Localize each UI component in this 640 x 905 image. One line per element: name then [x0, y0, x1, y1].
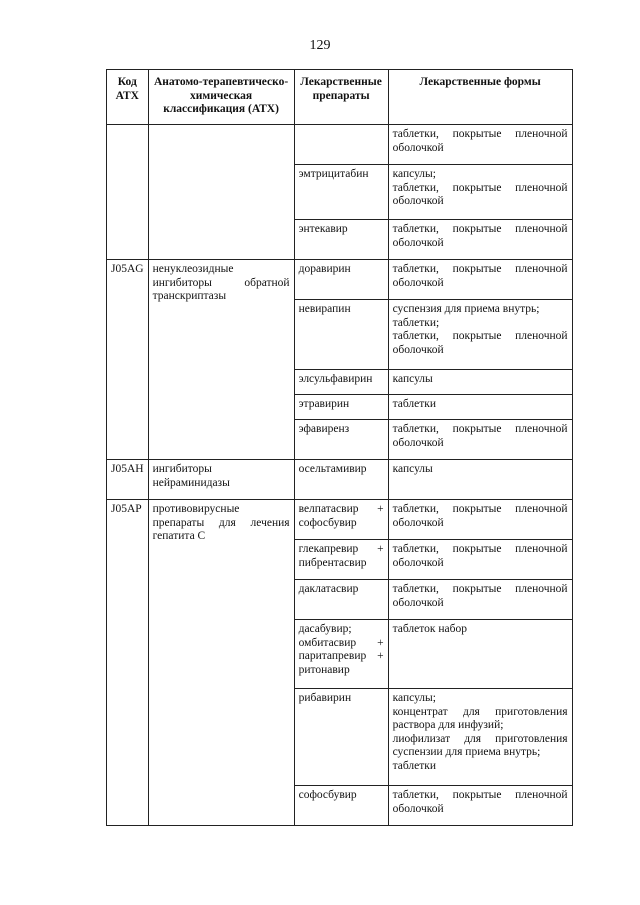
- form-line: таблетки: [392, 759, 437, 772]
- form-line: таблетки, покрытые пленочной: [392, 181, 568, 194]
- form-line: капсулы;: [392, 168, 436, 180]
- drug-name: паритапревир +: [298, 650, 384, 662]
- table-row: [107, 500, 573, 540]
- drug-name: элсульфавирин: [298, 373, 373, 385]
- drug-cell: [294, 689, 388, 786]
- form-line: таблеток набор: [392, 623, 467, 635]
- drug-name: ритонавир: [298, 663, 350, 676]
- atx-table: [106, 69, 573, 826]
- drug-name: невирапин: [298, 303, 351, 315]
- table-header-row: [107, 70, 573, 125]
- form-line: капсулы: [392, 463, 433, 475]
- drug-cell: [294, 580, 388, 620]
- header-forms: Лекарственные формы: [388, 70, 572, 125]
- classification-cell: [148, 500, 294, 826]
- form-line: оболочкой: [392, 141, 444, 154]
- form-line: таблетки;: [392, 316, 440, 329]
- drug-name: пибрентасвир: [298, 556, 367, 569]
- drug-name: софосбувир: [298, 789, 357, 801]
- classification-cell: [148, 260, 294, 460]
- drug-name: энтекавир: [298, 223, 348, 235]
- forms-cell: [388, 300, 572, 370]
- drug-name: этравирин: [298, 398, 350, 410]
- form-line: оболочкой: [392, 436, 444, 449]
- form-line: оболочкой: [392, 596, 444, 609]
- form-line: оболочкой: [392, 516, 444, 529]
- table-row: [107, 125, 573, 165]
- drug-cell: [294, 165, 388, 220]
- drug-cell: [294, 460, 388, 500]
- forms-cell: [388, 500, 572, 540]
- classification-line: ингибиторы обратной: [152, 276, 290, 289]
- header-drugs: Лекарственные препараты: [294, 70, 388, 125]
- form-line: капсулы: [392, 373, 433, 385]
- forms-cell: [388, 260, 572, 300]
- forms-cell: [388, 165, 572, 220]
- drug-cell: [294, 395, 388, 420]
- header-classification: Анатомо-терапевтическо-химическая классификация (АТХ): [148, 70, 294, 125]
- forms-cell: [388, 220, 572, 260]
- drug-cell: [294, 125, 388, 165]
- drug-name: доравирин: [298, 263, 351, 275]
- forms-cell: [388, 580, 572, 620]
- form-line: раствора для инфузий;: [392, 719, 504, 731]
- drug-cell: [294, 300, 388, 370]
- drug-name: велпатасвир +: [298, 503, 384, 515]
- form-line: таблетки, покрытые пленочной: [392, 789, 568, 801]
- drug-cell: [294, 620, 388, 689]
- classification-line: противовирусные: [152, 503, 240, 515]
- page-number: 129: [309, 38, 331, 53]
- code-cell: J05AG: [107, 260, 149, 460]
- drug-name: осельтамивир: [298, 463, 367, 475]
- classification-cell: [148, 125, 294, 260]
- forms-cell: [388, 620, 572, 689]
- form-line: оболочкой: [392, 343, 444, 356]
- forms-cell: [388, 460, 572, 500]
- form-line: концентрат для приготовления: [392, 705, 568, 718]
- drug-cell: [294, 260, 388, 300]
- form-line: таблетки, покрытые пленочной: [392, 583, 568, 595]
- code-cell: J05AH: [107, 460, 149, 500]
- table-row: [107, 460, 573, 500]
- classification-line: гепатита С: [152, 530, 206, 542]
- drug-cell: [294, 786, 388, 826]
- drug-name: рибавирин: [298, 692, 352, 704]
- drug-cell: [294, 540, 388, 580]
- forms-cell: [388, 125, 572, 165]
- classification-line: нейраминидазы: [152, 476, 230, 489]
- classification-line: ненуклеозидные: [152, 263, 234, 275]
- form-line: оболочкой: [392, 276, 444, 289]
- drug-name: эфавиренз: [298, 423, 350, 435]
- form-line: оболочкой: [392, 802, 444, 815]
- forms-cell: [388, 395, 572, 420]
- code-cell: [107, 125, 149, 260]
- form-line: оболочкой: [392, 236, 444, 249]
- drug-name: глекапревир +: [298, 543, 384, 555]
- classification-cell: [148, 460, 294, 500]
- classification-line: транскриптазы: [152, 290, 227, 302]
- form-line: оболочкой: [392, 195, 444, 207]
- form-line: таблетки, покрытые пленочной: [392, 503, 568, 515]
- form-line: капсулы;: [392, 692, 436, 704]
- drug-name: дасабувир;: [298, 623, 352, 635]
- classification-line: ингибиторы: [152, 463, 212, 475]
- form-line: таблетки: [392, 398, 437, 410]
- form-line: лиофилизат для приготовления: [392, 732, 568, 745]
- forms-cell: [388, 420, 572, 460]
- drug-name: эмтрицитабин: [298, 168, 369, 180]
- form-line: таблетки, покрытые пленочной: [392, 423, 568, 435]
- form-line: суспензия для приема внутрь;: [392, 303, 540, 315]
- forms-cell: [388, 540, 572, 580]
- drug-name: софосбувир: [298, 516, 357, 529]
- drug-cell: [294, 370, 388, 395]
- form-line: таблетки, покрытые пленочной: [392, 223, 568, 235]
- form-line: таблетки, покрытые пленочной: [392, 330, 568, 342]
- forms-cell: [388, 786, 572, 826]
- drug-cell: [294, 500, 388, 540]
- drug-name: даклатасвир: [298, 583, 359, 595]
- table-row: [107, 260, 573, 300]
- form-line: суспензии для приема внутрь;: [392, 746, 541, 758]
- forms-cell: [388, 689, 572, 786]
- form-line: таблетки, покрытые пленочной: [392, 543, 568, 555]
- drug-name: омбитасвир +: [298, 636, 384, 649]
- form-line: оболочкой: [392, 556, 444, 569]
- header-code: Код АТХ: [107, 70, 149, 125]
- classification-line: препараты для лечения: [152, 516, 290, 529]
- form-line: таблетки, покрытые пленочной: [392, 128, 568, 140]
- drug-cell: [294, 420, 388, 460]
- form-line: таблетки, покрытые пленочной: [392, 263, 568, 275]
- code-cell: J05AP: [107, 500, 149, 826]
- forms-cell: [388, 370, 572, 395]
- drug-cell: [294, 220, 388, 260]
